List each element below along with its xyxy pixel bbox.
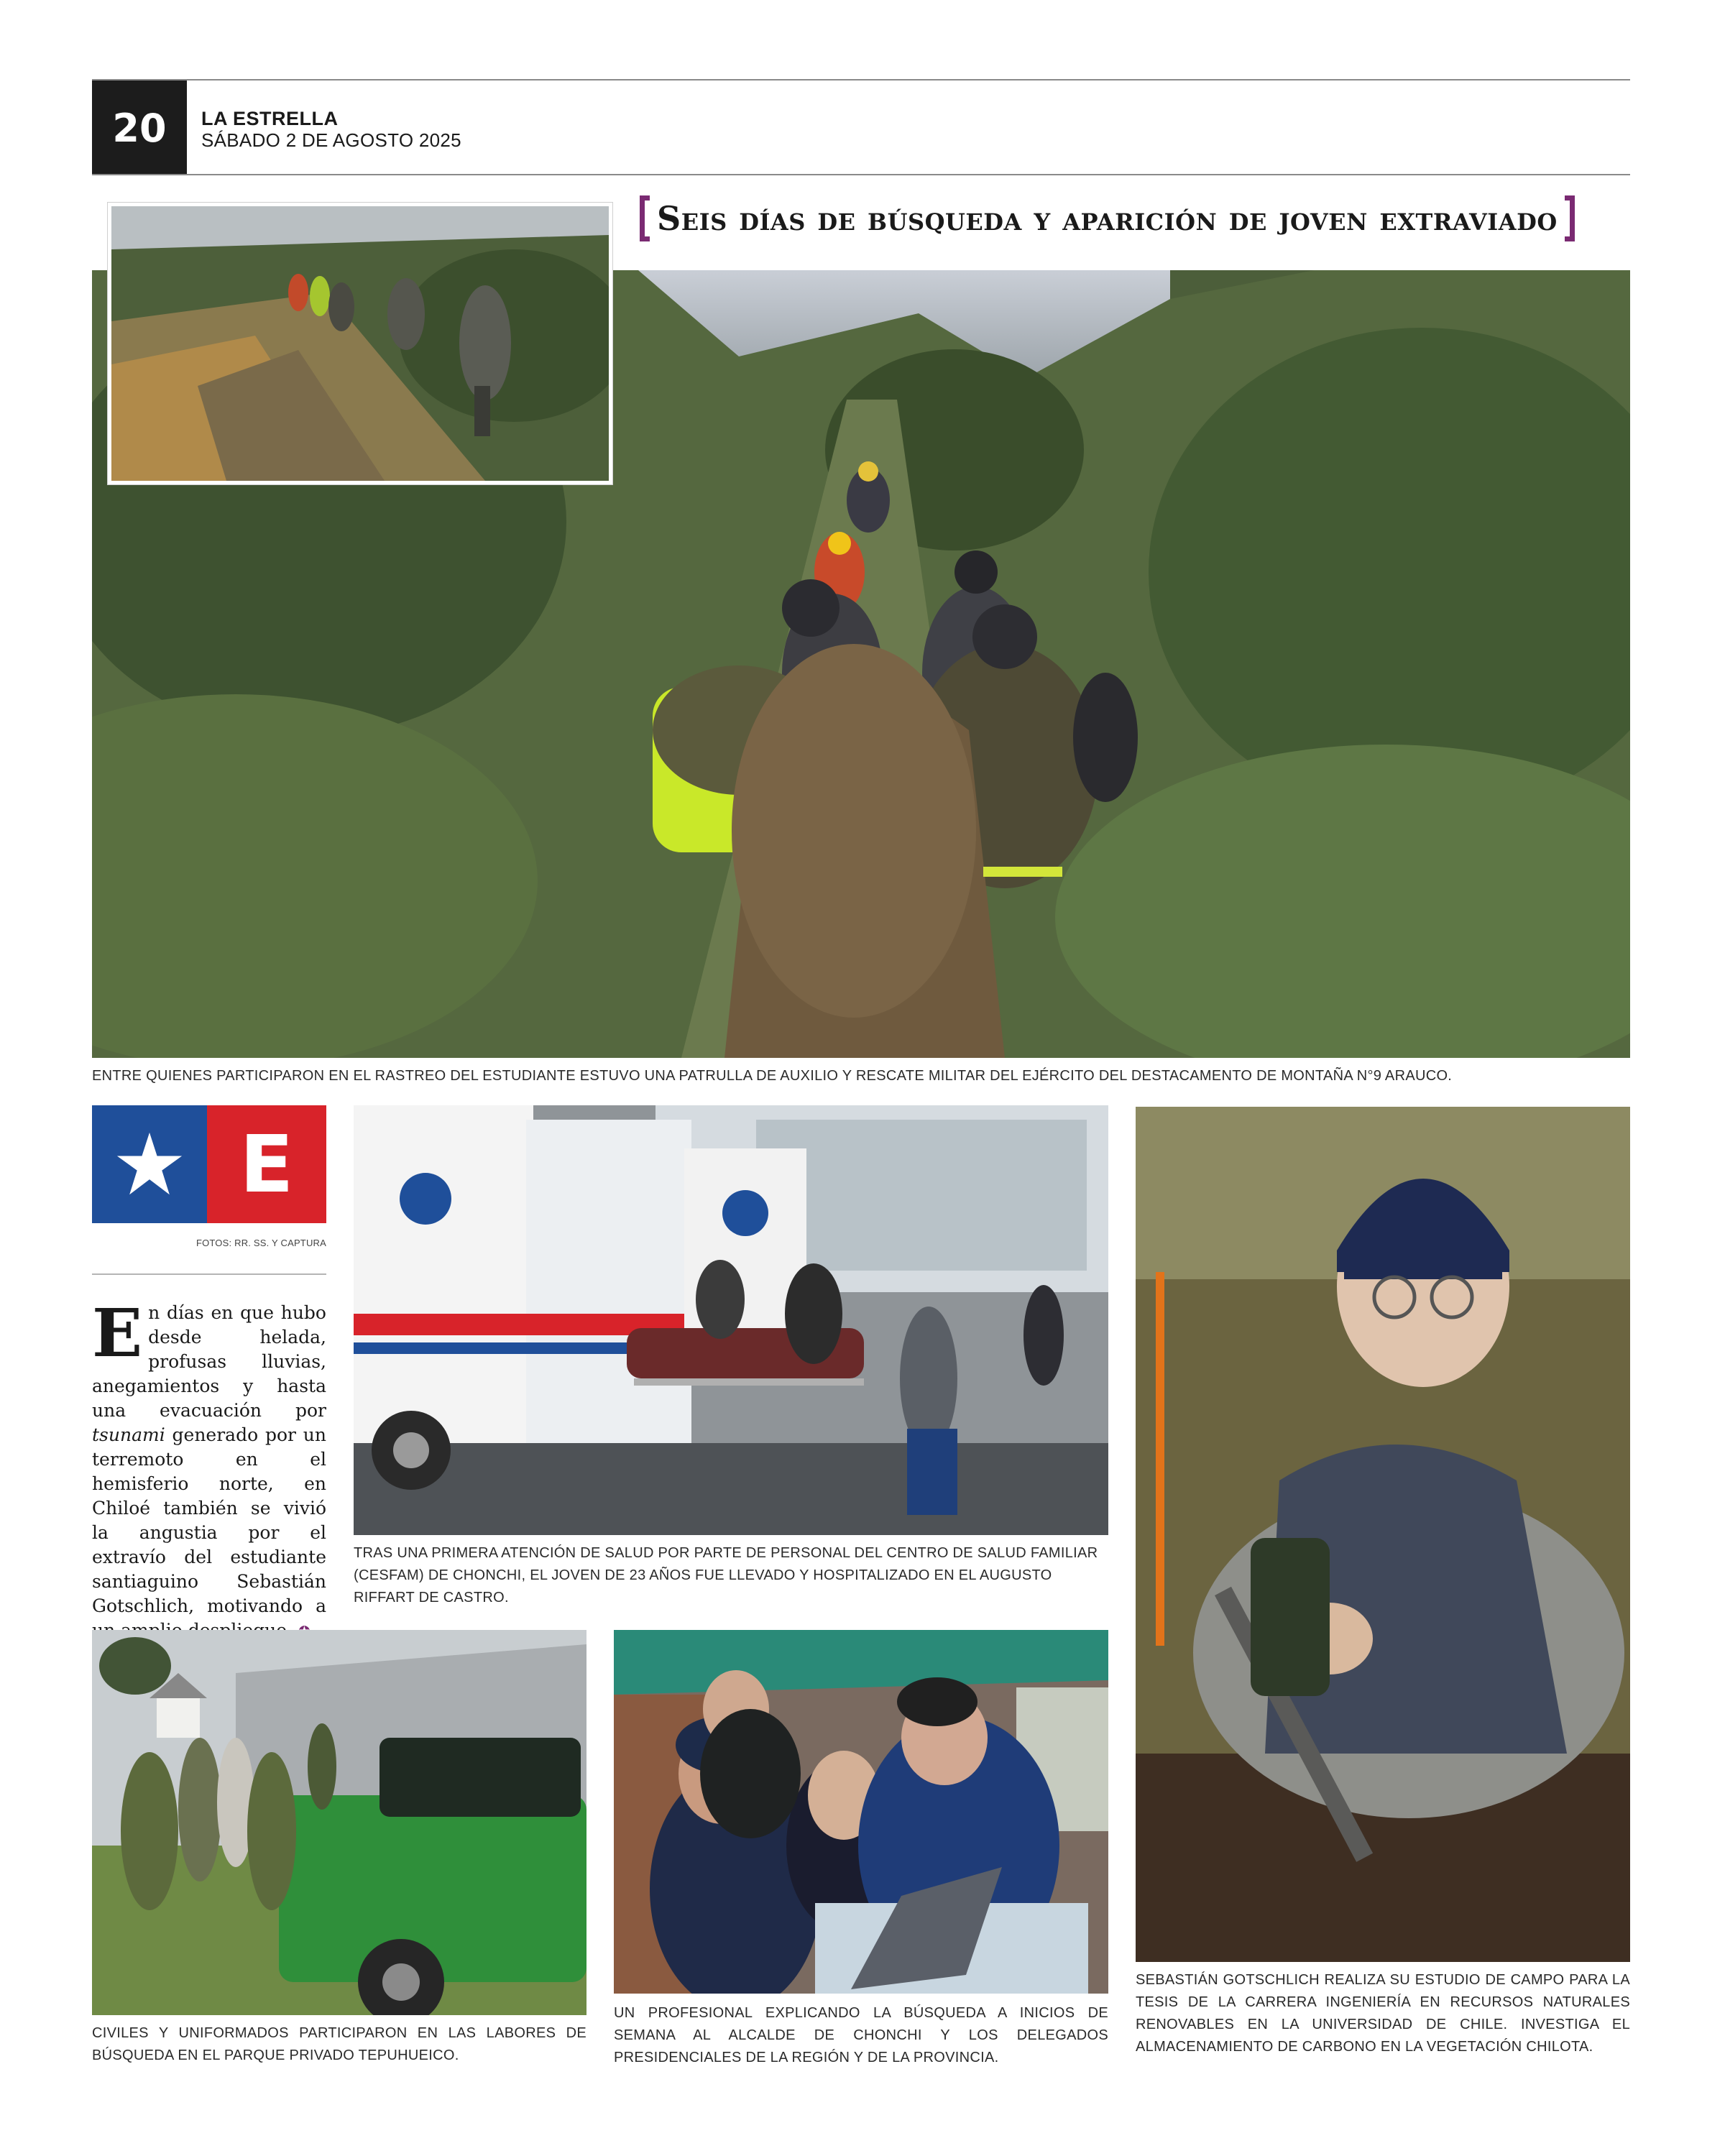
caption-main-photo: ENTRE QUIENES PARTICIPARON EN EL RASTREO DEL ESTUDIANTE ESTUVO UNA PATRULLA DE AUXILIO Y RESCATE MILITAR DEL EJÉRCITO DEL DESTACAMENTO DE MONTAÑA N°9 ARAUCO.: [92, 1068, 1453, 1084]
caption-laptop: UN PROFESIONAL EXPLICANDO LA BÚSQUEDA A INICIOS DE SEMANA AL ALCALDE DE CHONCHI Y LOS DELEGADOS PRESIDENCIALES DE LA REGIÓN Y DE LA PROVINCIA.: [614, 2005, 1108, 2065]
credit-rule: [92, 1273, 326, 1275]
page-number: 20: [92, 80, 187, 175]
drop-cap: E: [92, 1294, 143, 1372]
headline-bracket-right: [1565, 195, 1575, 241]
publication-date: SÁBADO 2 DE AGOSTO 2025: [201, 129, 461, 151]
headline-text: Seis días de búsqueda y aparición de joven extraviado: [657, 199, 1558, 238]
publication-name: LA ESTRELLA: [201, 108, 339, 129]
caption-student: SEBASTIÁN GOTSCHLICH REALIZA SU ESTUDIO DE CAMPO PARA LA TESIS DE LA CARRERA INGENIERÍA EN RECURSOS NATURALES RENOVABLES EN LA UNIVERSIDAD DE CHILE. INVESTIGA EL ALMACENAMIENTO DE CARBONO EN LA VEGETACIÓN CHILOTA.: [1136, 1972, 1630, 2055]
laptop-photo: [614, 1630, 1108, 1994]
headline-bracket-left: [640, 195, 650, 241]
header-bottom-rule: [92, 174, 1630, 175]
inset-photo-trail: [108, 203, 612, 484]
star-icon: [115, 1130, 184, 1199]
article-headline: [640, 195, 1575, 241]
student-photo: [1136, 1107, 1630, 1962]
truck-photo: [92, 1630, 586, 2015]
caption-ambulance: TRAS UNA PRIMERA ATENCIÓN DE SALUD POR PARTE DE PERSONAL DEL CENTRO DE SALUD FAMILIAR (CESFAM) DE CHONCHI, EL JOVEN DE 23 AÑOS FUE LLEVADO Y HOSPITALIZADO EN EL AUGUSTO RIFFART DE CASTRO.: [354, 1545, 1098, 1606]
ambulance-photo: [354, 1105, 1108, 1535]
header-top-rule: [92, 79, 1630, 80]
body-italic-word: tsunami: [92, 1424, 165, 1445]
logo-blue-block: [92, 1105, 207, 1223]
body-text-part-2: generado por un terremoto en el hemisferio norte, en Chiloé también se vivió la angustia por el extravío del estudiante santiaguino Sebastián Gotschlich, motivando a: [92, 1424, 326, 1616]
section-logo: [92, 1105, 326, 1223]
logo-letter: E: [207, 1105, 326, 1223]
body-text-part-1: n días en que hubo desde helada, profusas lluvias, anegamientos y hasta una evacuación por: [92, 1302, 326, 1421]
article-body: [92, 1294, 326, 1644]
caption-truck: CIVILES Y UNIFORMADOS PARTICIPARON EN LAS LABORES DE BÚSQUEDA EN EL PARQUE PRIVADO TEPUHUEICO.: [92, 2025, 586, 2063]
photo-credit: FOTOS: RR. SS. Y CAPTURA: [196, 1238, 326, 1248]
